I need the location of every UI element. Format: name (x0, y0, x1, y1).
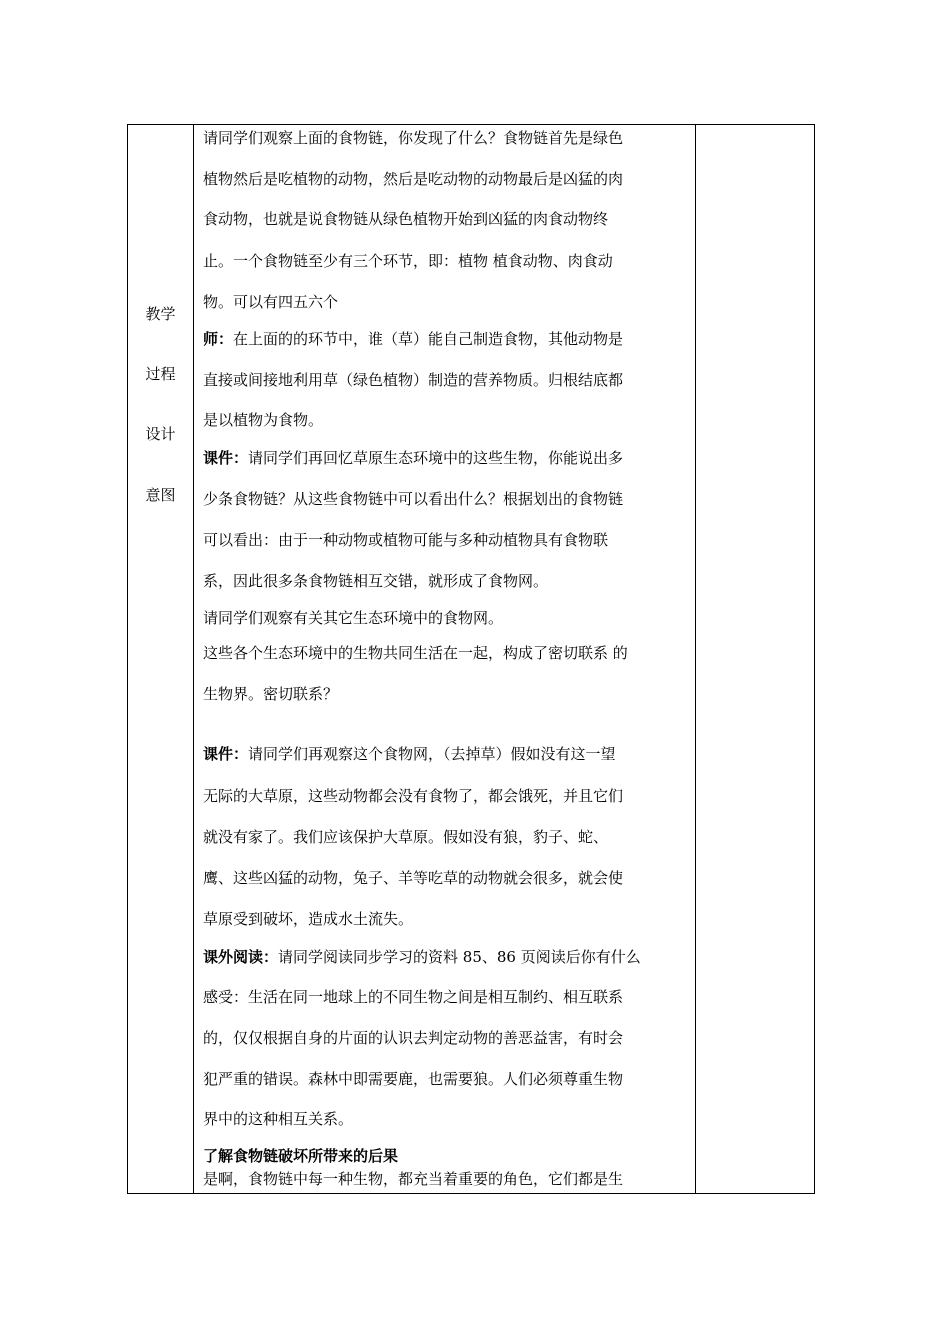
text-line: 少条食物链？从这些食物链中可以看出什么？根据划出的食物链 (203, 490, 624, 508)
text-line: 课外阅读：请同学阅读同步学习的资料 85、86 页阅读后你有什么 (203, 948, 641, 966)
left-label-3: 设计 (145, 425, 176, 443)
text-line: 植物然后是吃植物的动物，然后是吃动物的动物最后是凶猛的肉 (203, 170, 624, 188)
text-line: 界中的这种相互关系。 (203, 1110, 354, 1128)
text-line: 是啊，食物链中每一种生物，都充当着重要的角色，它们都是生 (203, 1170, 624, 1188)
section-heading (203, 1146, 398, 1166)
line-label: 课件： (203, 745, 249, 763)
heading-text: 了解食物链破坏所带来的后果 (203, 1147, 399, 1165)
text-line: 草原受到破坏，造成水土流失。 (203, 910, 414, 928)
left-label-2: 过程 (145, 365, 176, 383)
text-line: 感受：生活在同一地球上的不同生物之间是相互制约、相互联系 (203, 988, 624, 1006)
text-line: 可以看出：由于一种动物或植物可能与多种动植物具有食物联 (203, 531, 609, 549)
text-line: 止。一个食物链至少有三个环节，即：植物 植食动物、肉食动 (203, 252, 613, 270)
text-line: 师：在上面的的环节中，谁（草）能自己制造食物，其他动物是 (203, 330, 624, 348)
text-line: 这些各个生态环境中的生物共同生活在一起，构成了密切联系 的 (203, 644, 628, 662)
text-line: 系，因此很多条食物链相互交错，就形成了食物网。 (203, 572, 549, 590)
text-line: 的，仅仅根据自身的片面的认识去判定动物的善恶益害，有时会 (203, 1029, 624, 1047)
text-line: 课件：请同学们再回忆草原生态环境中的这些生物，你能说出多 (203, 449, 624, 467)
text-line: 无际的大草原，这些动物都会没有食物了，都会饿死，并且它们 (203, 787, 624, 805)
text-line: 生物界。密切联系？ (203, 685, 339, 703)
text-line: 犯严重的错误。森林中即需要鹿，也需要狼。人们必须尊重生物 (203, 1070, 624, 1088)
left-label-4: 意图 (145, 486, 176, 504)
column-divider-left (193, 125, 194, 1193)
text-line: 鹰、这些凶猛的动物，兔子、羊等吃草的动物就会很多，就会使 (203, 869, 624, 887)
column-divider-right (695, 125, 696, 1193)
text-line: 物。可以有四五六个 (203, 293, 339, 311)
line-label: 师： (203, 330, 234, 348)
left-label-1: 教学 (145, 305, 176, 323)
line-label: 课件： (203, 449, 249, 467)
text-line: 是以植物为食物。 (203, 411, 324, 429)
text-line: 就没有家了。我们应该保护大草原。假如没有狼，豹子、蛇、 (203, 828, 609, 846)
text-line: 直接或间接地利用草（绿色植物）制造的营养物质。归根结底都 (203, 371, 624, 389)
text-line: 请同学们观察上面的食物链，你发现了什么？食物链首先是绿色 (203, 129, 624, 147)
text-line: 请同学们观察有关其它生态环境中的食物网。 (203, 609, 504, 627)
line-label: 课外阅读： (203, 948, 279, 966)
table-frame (127, 124, 815, 1194)
text-line: 课件：请同学们再观察这个食物网，（去掉草）假如没有这一望 (203, 745, 616, 763)
text-line: 食动物，也就是说食物链从绿色植物开始到凶猛的肉食动物终 (203, 210, 609, 228)
